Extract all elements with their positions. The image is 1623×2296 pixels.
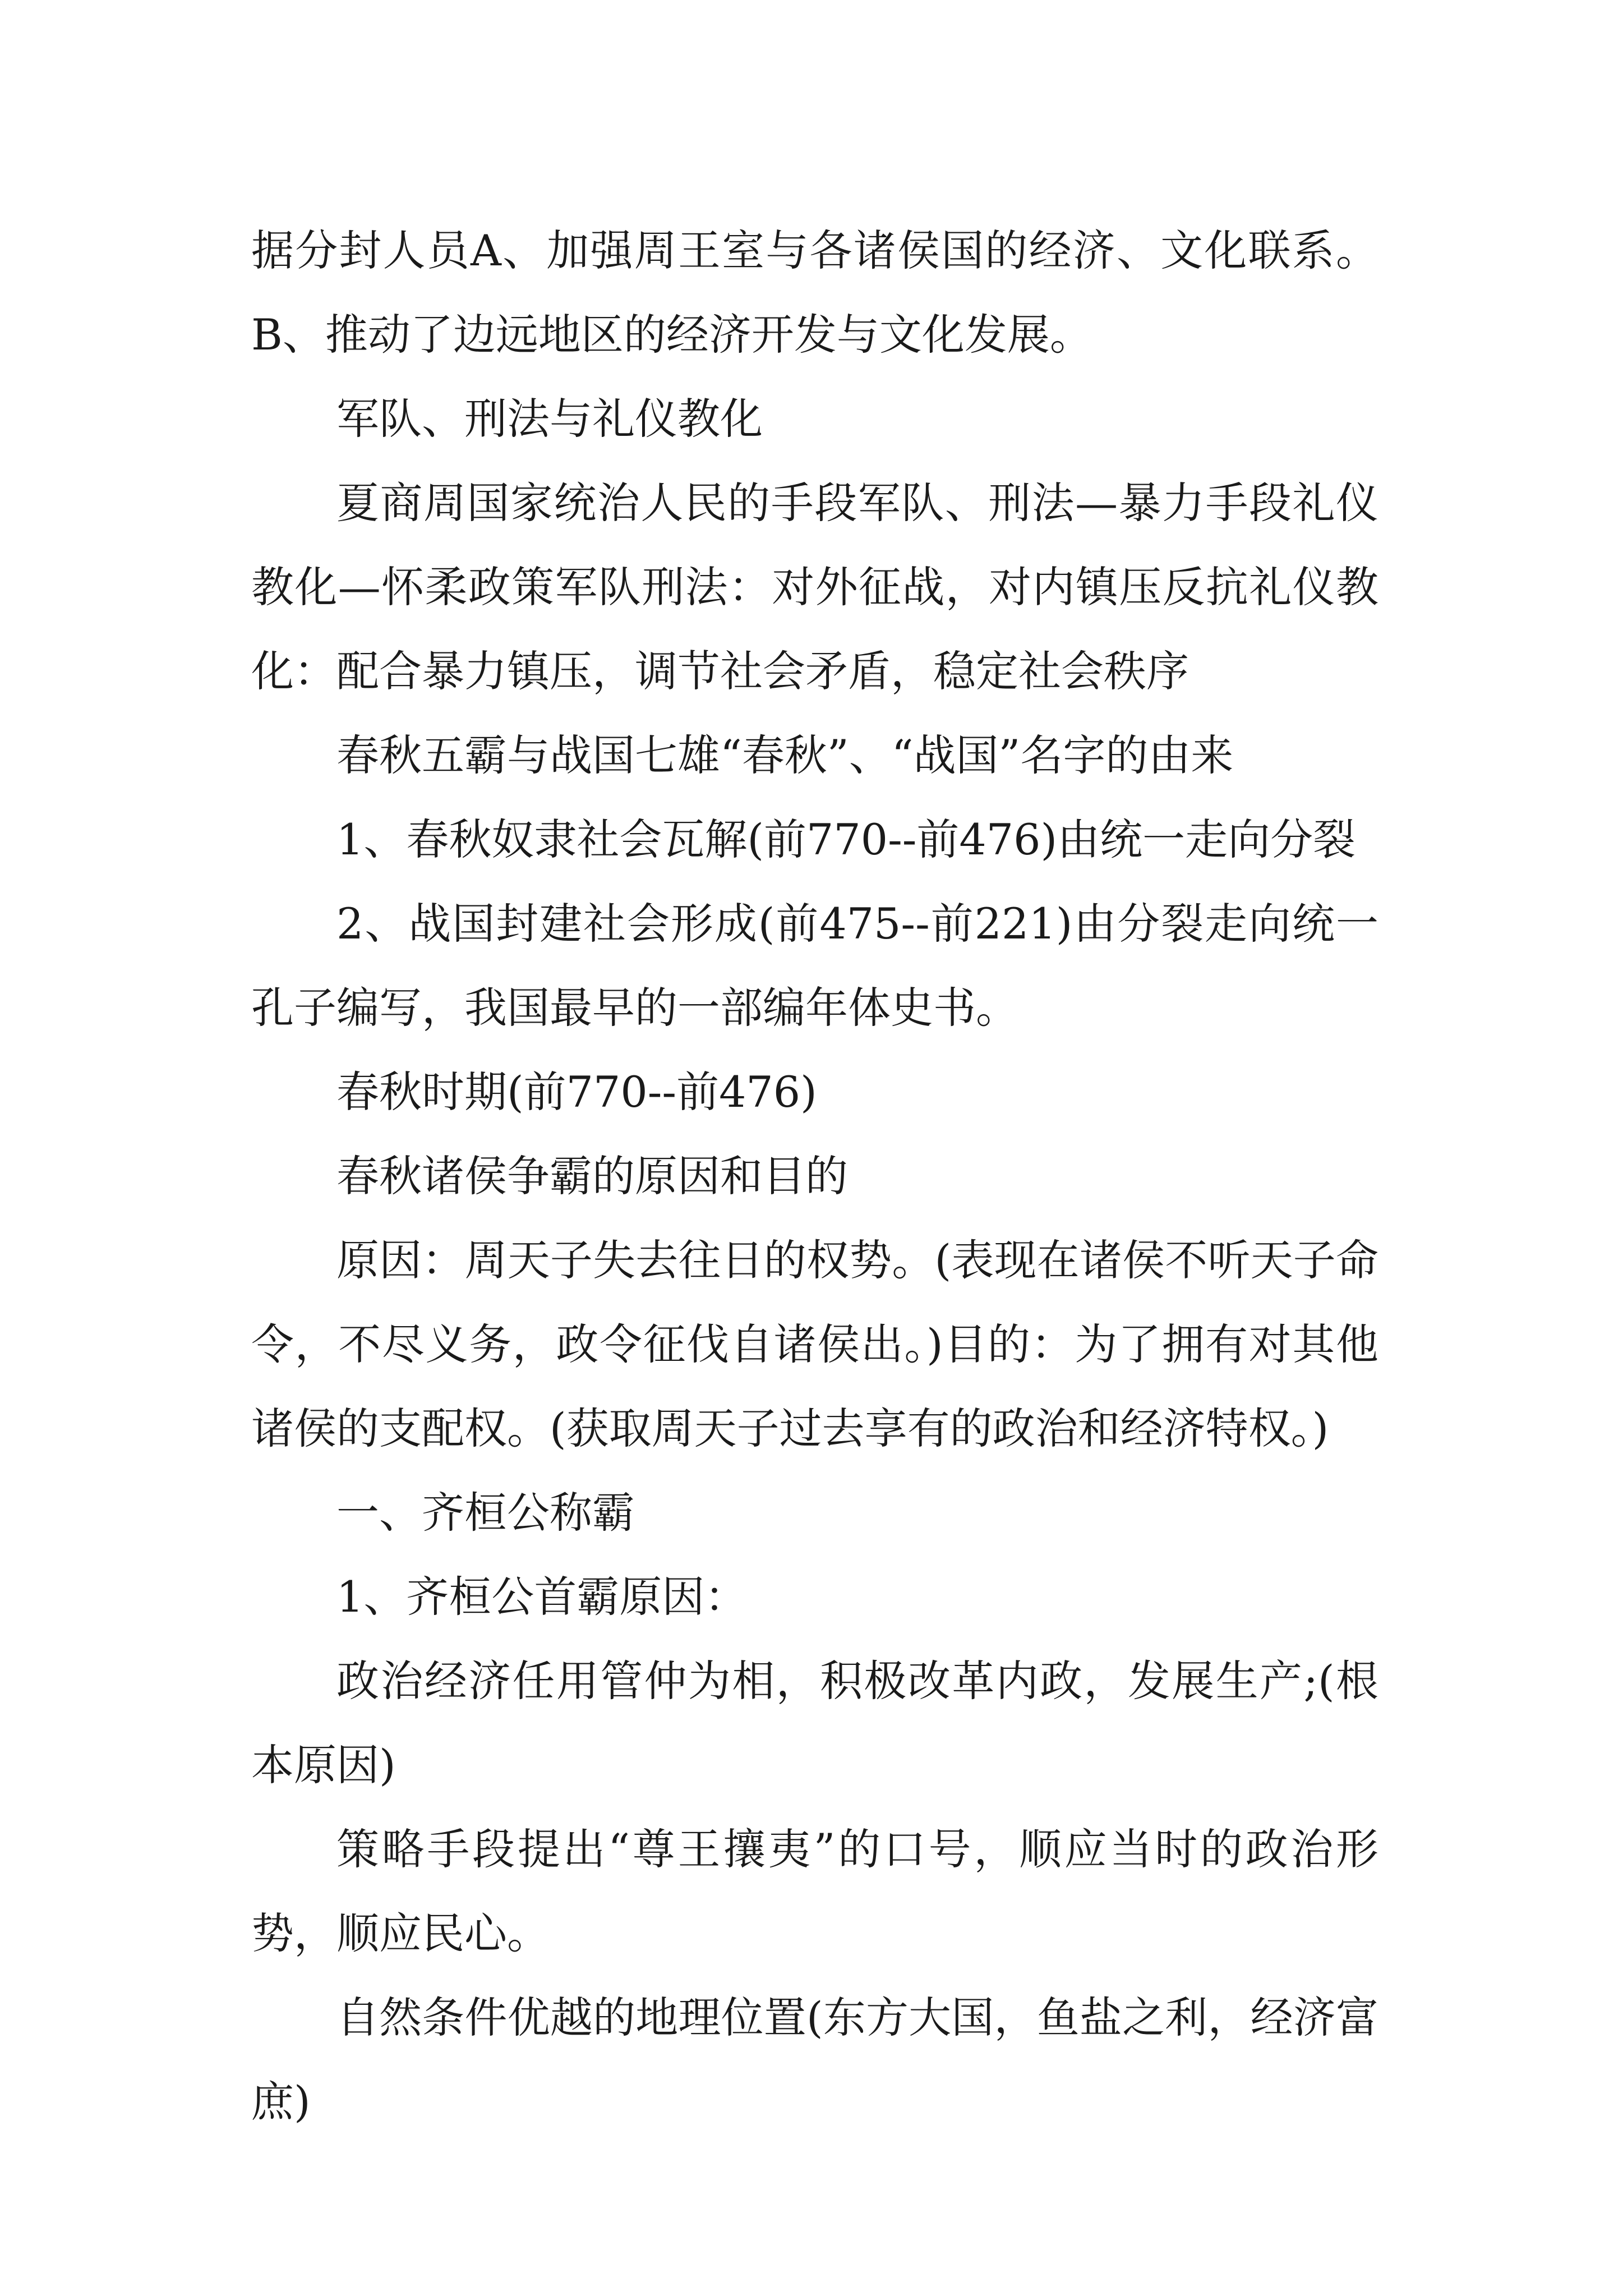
heading-army-law-rites: 军队、刑法与礼仪教化 [336, 394, 763, 444]
paragraph-ruling-means: 夏商周国家统治人民的手段军队、刑法—暴力手段礼仪教化—怀柔政策军队刑法：对外征战，对内镇压反抗礼仪教化：配合暴力镇压，调节社会矛盾，稳定社会秩序 [251, 478, 1378, 696]
heading-first-hegemon-reasons: 1、齐桓公首霸原因： [336, 1572, 748, 1622]
document-body [251, 209, 1378, 2144]
paragraph-causes-and-goals: 原因：周天子失去往日的权势。(表现在诸侯不听天子命令，不尽义务，政令征伐自诸侯出。)目的：为了拥有对其他诸侯的支配权。(获取周天子过去享有的政治和经济特权。) [251, 1235, 1378, 1453]
paragraph-warring-states-period: 2、战国封建社会形成(前475--前221)由分裂走向统一孔子编写，我国最早的一部编年体史书。 [251, 899, 1378, 1033]
paragraph-enfeoffment-effects: 据分封人员A、加强周王室与各诸侯国的经济、文化联系。B、推动了边远地区的经济开发与文化发展。 [251, 226, 1378, 360]
heading-hegemony-causes: 春秋诸侯争霸的原因和目的 [336, 1151, 848, 1201]
heading-spring-autumn-warring-states: 春秋五霸与战国七雄“春秋”、“战国”名字的由来 [336, 730, 1234, 780]
paragraph-politics-economy: 政治经济任用管仲为相，积极改革内政，发展生产;(根本原因) [251, 1656, 1378, 1790]
heading-spring-autumn-dates: 春秋时期(前770--前476) [336, 1067, 817, 1117]
heading-duke-huan: 一、齐桓公称霸 [336, 1488, 635, 1538]
paragraph-strategy: 策略手段提出“尊王攘夷”的口号，顺应当时的政治形势，顺应民心。 [251, 1824, 1378, 1958]
paragraph-natural-conditions: 自然条件优越的地理位置(东方大国，鱼盐之利，经济富庶) [251, 1993, 1378, 2127]
paragraph-spring-autumn-period: 1、春秋奴隶社会瓦解(前770--前476)由统一走向分裂 [336, 815, 1356, 864]
